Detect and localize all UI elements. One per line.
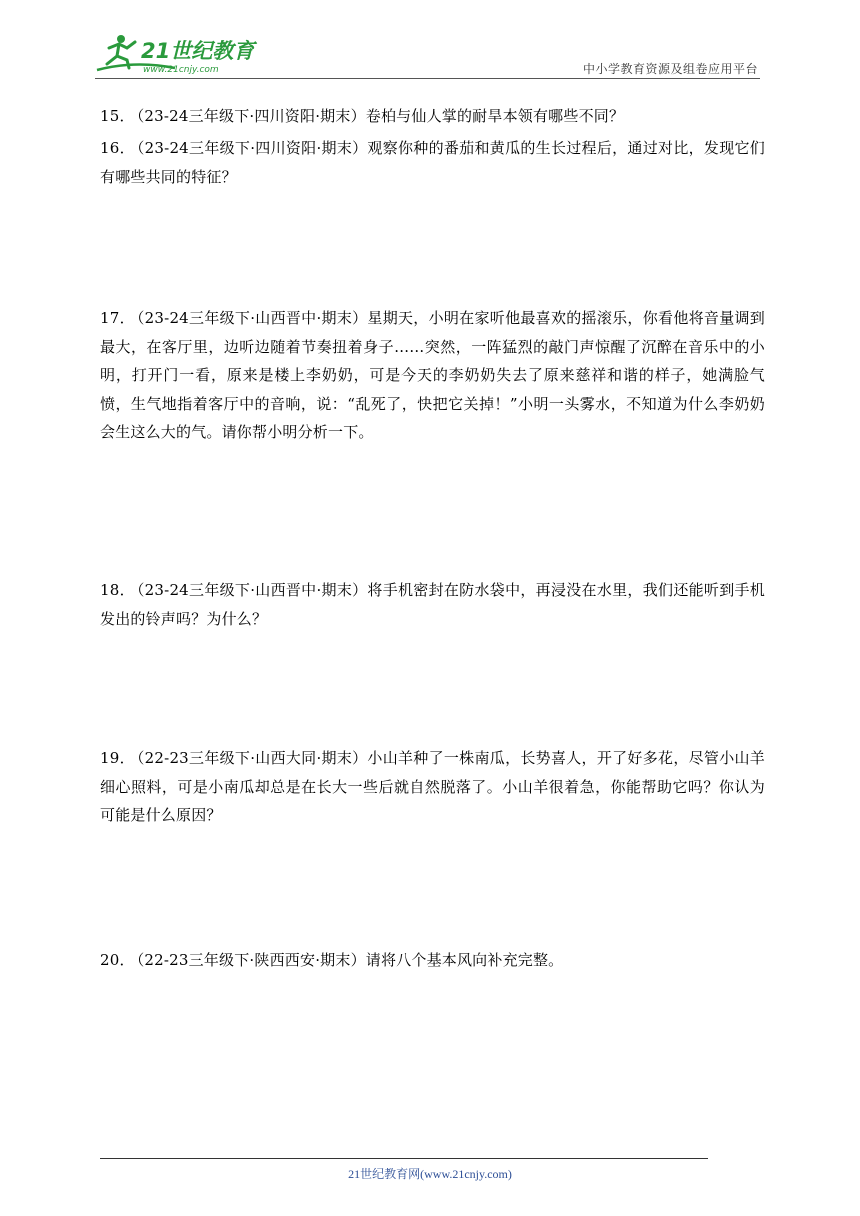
page-header — [95, 30, 760, 80]
question-text: （23-24三年级下·四川资阳·期末）观察你种的番茄和黄瓜的生长过程后，通过对比，发现它们有哪些共同的特征？ — [100, 139, 765, 186]
platform-name: 中小学教育资源及组卷应用平台 — [582, 62, 758, 76]
runner-logo-icon — [95, 30, 265, 76]
header-divider — [95, 78, 760, 79]
question-text: （23-24三年级下·四川资阳·期末）卷柏与仙人掌的耐旱本领有哪些不同？ — [136, 107, 625, 125]
footer-divider — [100, 1158, 708, 1159]
question-text: （22-23三年级下·陕西西安·期末）请将八个基本风向补充完整。 — [136, 951, 564, 969]
svg-text:www.21cnjy.com: www.21cnjy.com — [143, 65, 219, 75]
question-16 — [100, 134, 765, 191]
question-text: （23-24三年级下·山西晋中·期末）星期天，小明在家听他最喜欢的摇滚乐，你看他将音量调到最大，在客厅里，边听边随着节奏扭着身子……突然，一阵猛烈的敲门声惊醒了沉醉在音乐中的小明，打开门一看，原来是楼上李奶奶，可是今天的李奶奶失去了原来慈祥和谐的样子，她满脸气愤，生气地指着客厅中的音响，说：“乱死了，快把它关掉！”小明一头雾水，不知道为什么李奶奶会生这么大的气。请你帮小明分析一下。 — [100, 309, 765, 441]
site-logo — [95, 30, 265, 76]
question-number: 15． — [100, 107, 135, 125]
question-number: 18． — [100, 581, 135, 599]
question-17 — [100, 304, 765, 447]
question-number: 19． — [100, 749, 135, 767]
question-number: 17． — [100, 309, 135, 327]
question-19 — [100, 744, 765, 830]
question-15 — [100, 102, 765, 131]
svg-text:21世纪教育: 21世纪教育 — [141, 39, 255, 63]
question-text: （22-23三年级下·山西大同·期末）小山羊种了一株南瓜，长势喜人，开了好多花，尽管小山羊细心照料，可是小南瓜却总是在长大一些后就自然脱落了。小山羊很着急，你能帮助它吗？你认为可能是什么原因？ — [100, 749, 765, 824]
question-text: （23-24三年级下·山西晋中·期末）将手机密封在防水袋中，再浸没在水里，我们还能听到手机发出的铃声吗？为什么？ — [100, 581, 765, 628]
question-20 — [100, 946, 765, 975]
question-number: 20． — [100, 951, 135, 969]
question-number: 16． — [100, 139, 135, 157]
footer-text[interactable]: 21世纪教育网(www.21cnjy.com) — [348, 1167, 512, 1181]
question-18 — [100, 576, 765, 633]
